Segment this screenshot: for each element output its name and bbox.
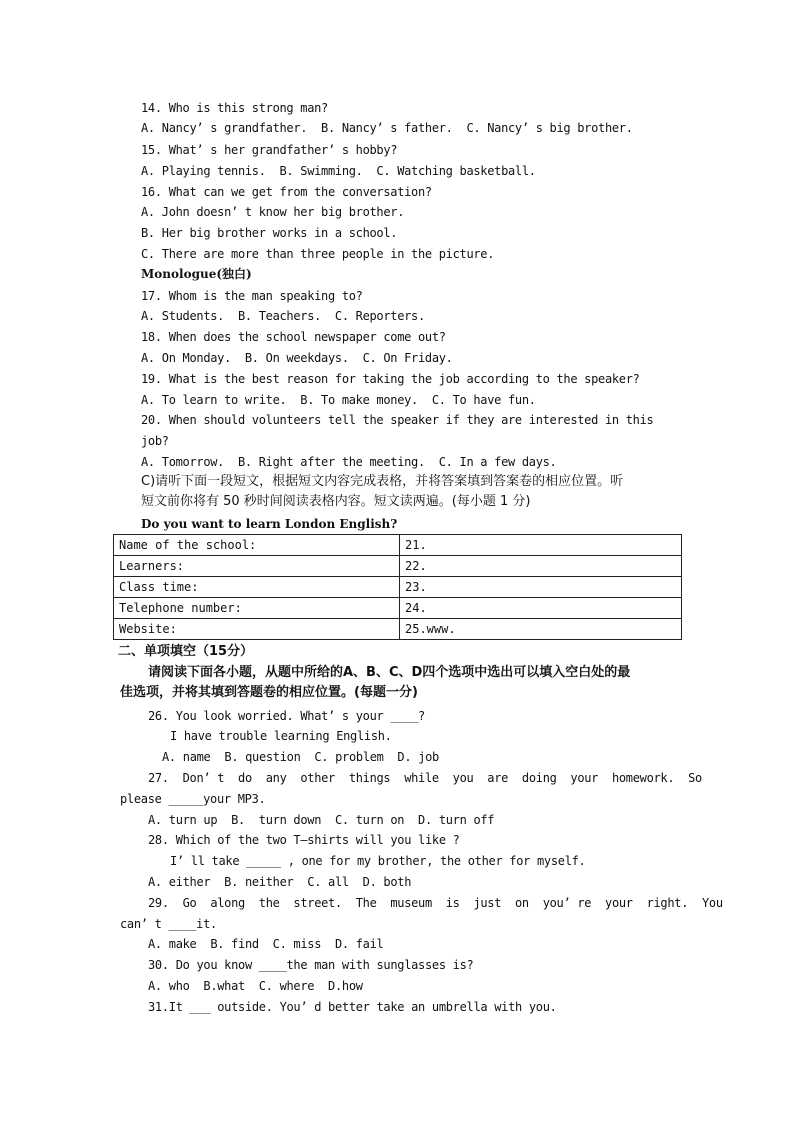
- table-answer-cell: 24.: [400, 598, 682, 619]
- question-20-options: A. Tomorrow. B. Right after the meeting. C. In a few days.: [141, 455, 557, 469]
- question-27-options: A. turn up B. turn down C. turn on D. turn off: [148, 813, 495, 827]
- question-29-line-1: 29. Go along the street. The museum is just on you’ re your right. You: [148, 896, 723, 910]
- table-row: [114, 535, 682, 556]
- question-17: 17. Whom is the man speaking to?: [141, 289, 363, 303]
- table-answer-cell: 22.: [400, 556, 682, 577]
- question-26: 26. You look worried. What’ s your ____?: [148, 709, 425, 723]
- section-2-title: 二、单项填空（15分）: [118, 644, 254, 659]
- table-label-cell: Name of the school:: [114, 535, 400, 556]
- question-29-options: A. make B. find C. miss D. fail: [148, 937, 384, 951]
- question-15-options: A. Playing tennis. B. Swimming. C. Watching basketball.: [141, 164, 536, 178]
- table-row: [114, 577, 682, 598]
- table-row: [114, 619, 682, 640]
- question-14-options: A. Nancy’ s grandfather. B. Nancy’ s father. C. Nancy’ s big brother.: [141, 121, 633, 135]
- london-english-table: [113, 534, 682, 640]
- question-16-option-a: A. John doesn’ t know her big brother.: [141, 205, 405, 219]
- question-18: 18. When does the school newspaper come out?: [141, 330, 446, 344]
- table-answer-cell: 25.www.: [400, 619, 682, 640]
- table-answer-cell: 21.: [400, 535, 682, 556]
- question-28-options: A. either B. neither C. all D. both: [148, 875, 412, 889]
- question-28-reply: I’ ll take _____ , one for my brother, the other for myself.: [170, 854, 586, 868]
- question-19: 19. What is the best reason for taking the job according to the speaker?: [141, 372, 640, 386]
- question-28: 28. Which of the two T—shirts will you like ?: [148, 833, 460, 847]
- question-29-line-2: can’ t ____it.: [120, 917, 217, 931]
- question-16-option-b: B. Her big brother works in a school.: [141, 226, 398, 240]
- question-16: 16. What can we get from the conversation?: [141, 185, 432, 199]
- question-16-option-c: C. There are more than three people in the picture.: [141, 247, 495, 261]
- question-30: 30. Do you know ____the man with sunglasses is?: [148, 958, 474, 972]
- question-18-options: A. On Monday. B. On weekdays. C. On Friday.: [141, 351, 453, 365]
- table-title: Do you want to learn London English?: [141, 517, 398, 531]
- section-2-instruction-line-2: 佳选项，并将其填到答题卷的相应位置。(每题一分): [120, 685, 418, 700]
- question-30-options: A. who B.what C. where D.how: [148, 979, 363, 993]
- monologue-heading: Monologue(独白): [141, 267, 252, 281]
- question-15: 15. What’ s her grandfather’ s hobby?: [141, 143, 398, 157]
- question-31: 31.It ___ outside. You’ d better take an umbrella with you.: [148, 1000, 557, 1014]
- table-label-cell: Website:: [114, 619, 400, 640]
- question-26-options: A. name B. question C. problem D. job: [162, 750, 439, 764]
- table-row: [114, 556, 682, 577]
- section-2-instruction-line-1: 请阅读下面各小题，从题中所给的A、B、C、D四个选项中选出可以填入空白处的最: [148, 665, 631, 680]
- table-label-cell: Class time:: [114, 577, 400, 598]
- question-19-options: A. To learn to write. B. To make money. C. To have fun.: [141, 393, 536, 407]
- question-14: 14. Who is this strong man?: [141, 101, 328, 115]
- question-27-line-2: please _____your MP3.: [120, 792, 266, 806]
- table-label-cell: Telephone number:: [114, 598, 400, 619]
- question-20-line-1: 20. When should volunteers tell the speaker if they are interested in this: [141, 413, 654, 427]
- table-answer-cell: 23.: [400, 577, 682, 598]
- table-label-cell: Learners:: [114, 556, 400, 577]
- table-row: [114, 598, 682, 619]
- part-c-instruction-line-1: C)请听下面一段短文，根据短文内容完成表格，并将答案填到答案卷的相应位置。听: [141, 474, 624, 489]
- question-27-line-1: 27. Don’ t do any other things while you are doing your homework. So: [148, 771, 702, 785]
- question-26-reply: I have trouble learning English.: [170, 729, 392, 743]
- question-17-options: A. Students. B. Teachers. C. Reporters.: [141, 309, 425, 323]
- question-20-line-2: job?: [141, 434, 169, 448]
- part-c-instruction-line-2: 短文前你将有 50 秒时间阅读表格内容。短文读两遍。(每小题 1 分): [141, 494, 531, 509]
